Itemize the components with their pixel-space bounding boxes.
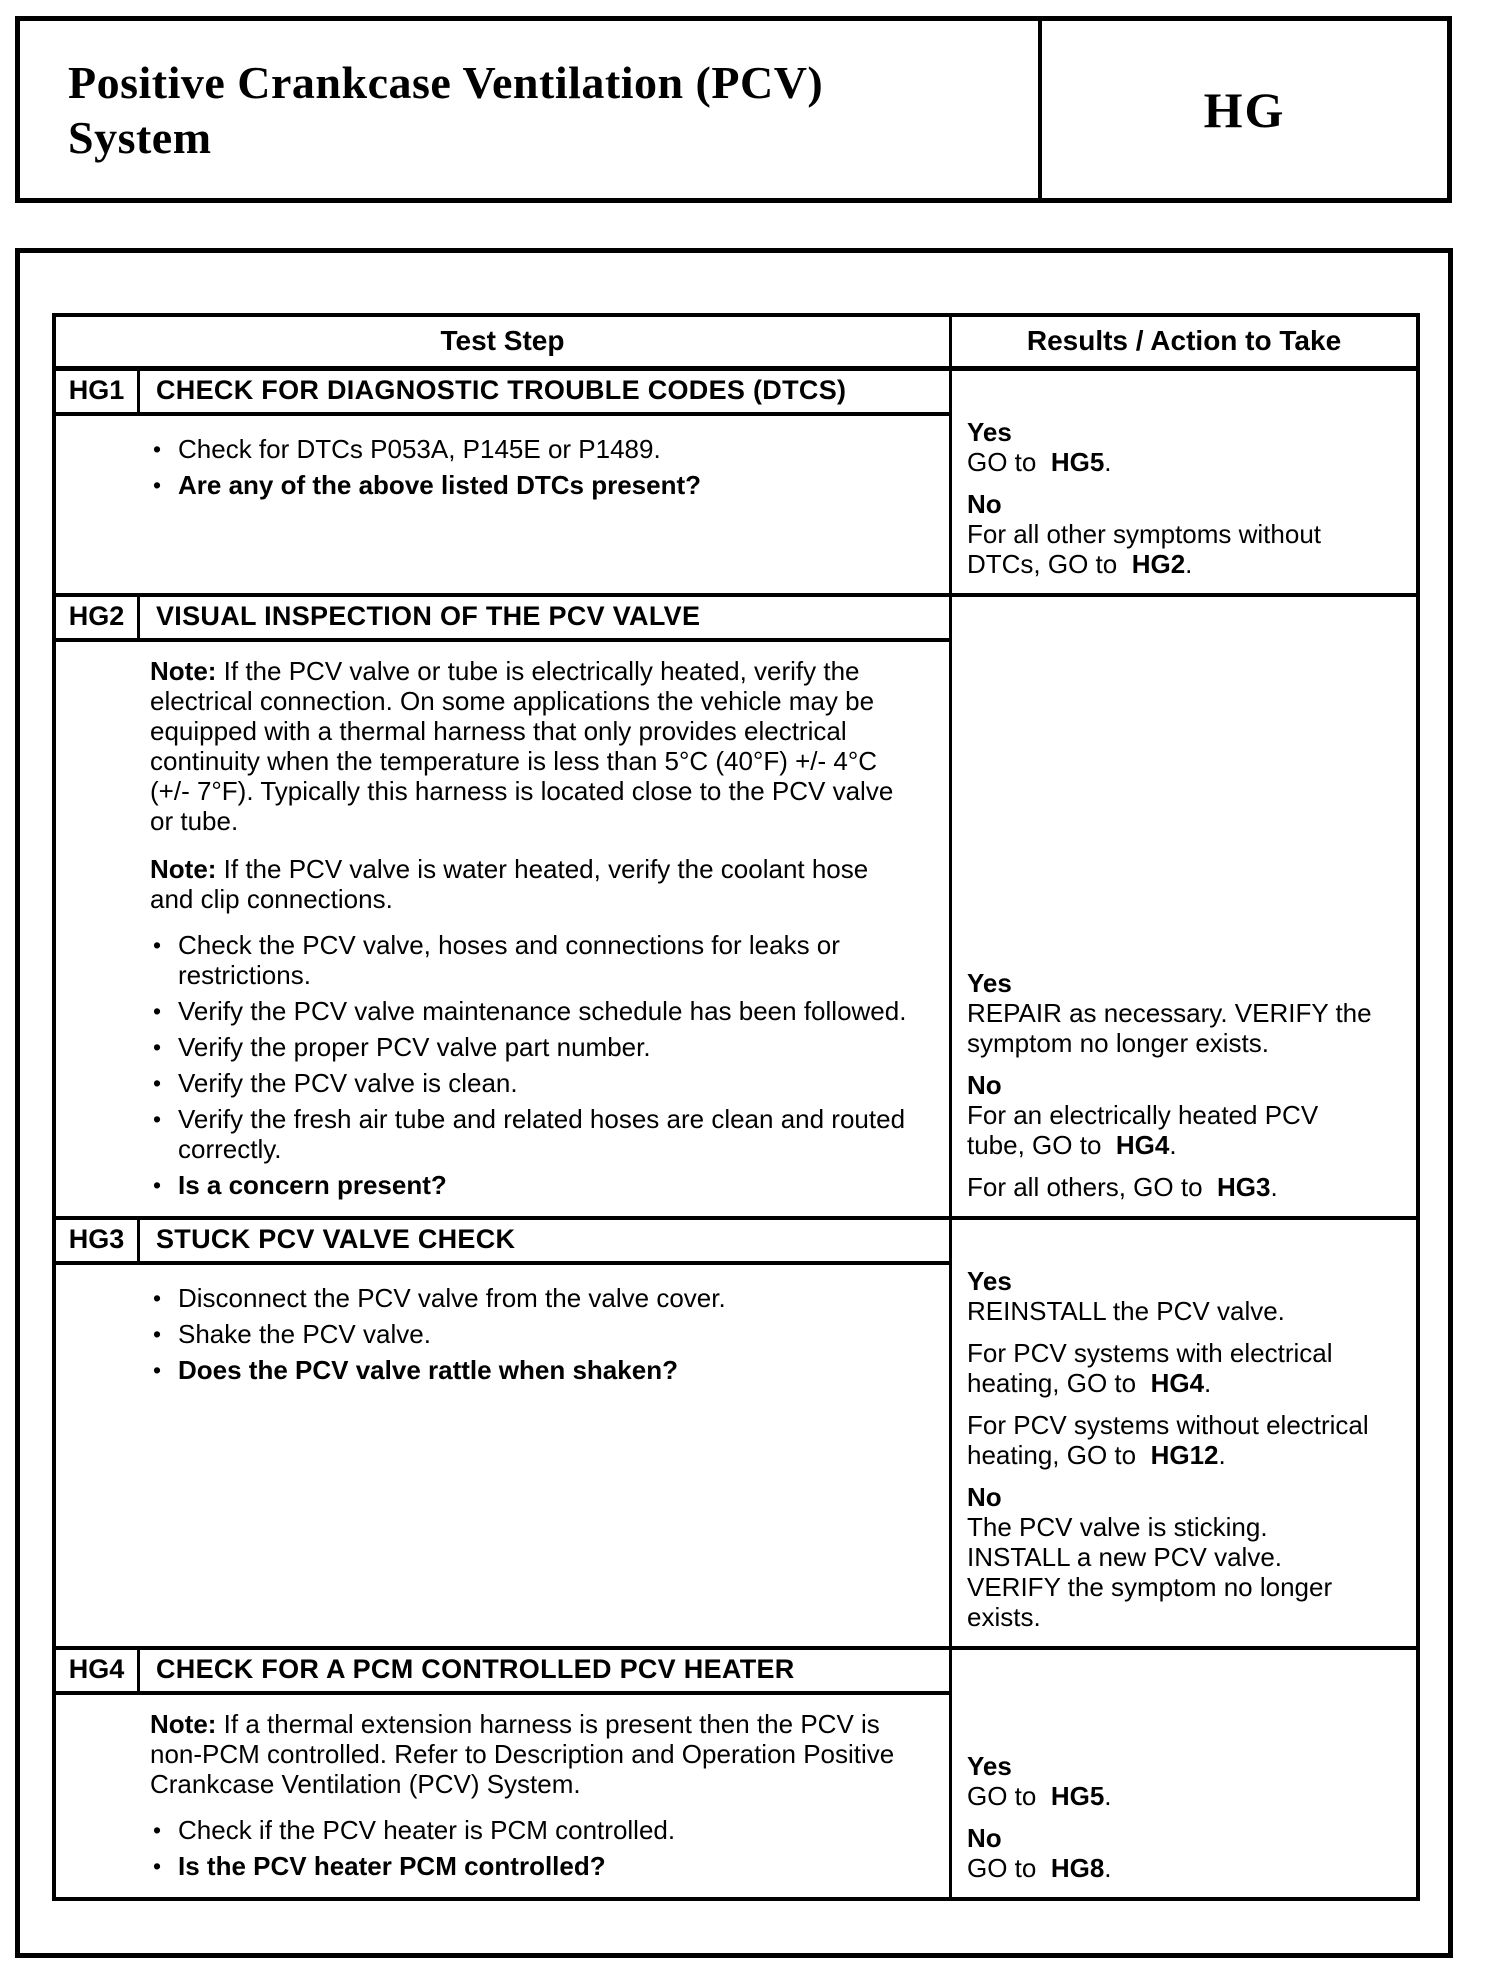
bullet-icon: • bbox=[153, 1321, 162, 1347]
result-line: INSTALL a new PCV valve. bbox=[967, 1542, 1283, 1572]
result-line: GO to HG8. bbox=[967, 1853, 1112, 1883]
test-row-HG1 bbox=[56, 371, 1416, 597]
page-title-cell bbox=[20, 21, 1042, 198]
result-line: For all others, GO to HG3. bbox=[967, 1172, 1278, 1202]
test-step-cell bbox=[56, 1220, 952, 1646]
row-id-label: HG3 bbox=[56, 1220, 140, 1261]
bullet-text: Is the PCV heater PCM controlled? bbox=[178, 1851, 606, 1881]
note-paragraph: Note: If the PCV valve or tube is electrically heated, verify the electrical connection. On some applications the vehicle may be equipped with a thermal harness that only provides electrical continuity when the temperature is less than 5°C (40°F) +/- 4°C (+/- 7°F). Typically this harness is located close to the PCV valve or tube. bbox=[150, 656, 894, 836]
bullet-item bbox=[153, 1068, 913, 1098]
result-line: Yes bbox=[967, 1266, 1012, 1296]
pinpoint-test-table bbox=[52, 313, 1420, 1901]
result-paragraph bbox=[967, 1823, 1410, 1883]
result-line: For PCV systems with electrical bbox=[967, 1338, 1333, 1368]
result-line: For all other symptoms without bbox=[967, 519, 1322, 549]
row-title: STUCK PCV VALVE CHECK bbox=[156, 1224, 516, 1254]
result-paragraph bbox=[967, 489, 1410, 579]
bullet-text: Verify the PCV valve maintenance schedule has been followed. bbox=[178, 996, 907, 1026]
result-line: REPAIR as necessary. VERIFY the bbox=[967, 998, 1372, 1028]
column-header-results: Results / Action to Take bbox=[1026, 325, 1342, 356]
result-line: Yes bbox=[967, 417, 1012, 447]
bullet-item bbox=[153, 1283, 913, 1313]
bullet-icon: • bbox=[153, 472, 162, 498]
test-step-cell bbox=[56, 371, 952, 593]
result-paragraph bbox=[967, 1410, 1410, 1470]
bullet-item bbox=[153, 470, 913, 500]
result-line: No bbox=[967, 1070, 1002, 1100]
bullet-icon: • bbox=[153, 436, 162, 462]
row-title: CHECK FOR A PCM CONTROLLED PCV HEATER bbox=[156, 1654, 795, 1684]
row-title: CHECK FOR DIAGNOSTIC TROUBLE CODES (DTCS) bbox=[156, 375, 847, 405]
result-paragraph bbox=[967, 1338, 1410, 1398]
result-line: REINSTALL the PCV valve. bbox=[967, 1296, 1285, 1326]
bullet-item bbox=[153, 1319, 913, 1349]
bullet-icon: • bbox=[153, 932, 162, 958]
result-line: symptom no longer exists. bbox=[967, 1028, 1270, 1058]
row-title-band bbox=[56, 1650, 949, 1695]
table-header-row bbox=[56, 317, 1416, 371]
bullet-text: Verify the fresh air tube and related hoses are clean and routed correctly. bbox=[178, 1104, 906, 1164]
row-title-band bbox=[56, 597, 949, 642]
step-list bbox=[56, 416, 949, 593]
bullet-icon: • bbox=[153, 1172, 162, 1198]
bullet-icon: • bbox=[153, 1106, 162, 1132]
bullet-item bbox=[153, 1355, 913, 1385]
result-line: heating, GO to HG12. bbox=[967, 1440, 1226, 1470]
result-paragraph bbox=[967, 417, 1410, 477]
bullet-text: Check if the PCV heater is PCM controlled. bbox=[178, 1815, 676, 1845]
results-cell bbox=[952, 597, 1416, 1216]
result-line: For an electrically heated PCV bbox=[967, 1100, 1319, 1130]
results-cell bbox=[952, 371, 1416, 593]
row-title-band bbox=[56, 371, 949, 416]
bullet-icon: • bbox=[153, 1070, 162, 1096]
bullet-icon: • bbox=[153, 1853, 162, 1879]
result-line: VERIFY the symptom no longer bbox=[967, 1572, 1333, 1602]
bullet-item bbox=[153, 996, 913, 1026]
note-paragraph: Note: If a thermal extension harness is present then the PCV is non-PCM controlled. Refer to Description and Operation Positive Crankcase Ventilation (PCV) System. bbox=[150, 1709, 895, 1799]
bullet-text: Check for DTCs P053A, P145E or P1489. bbox=[178, 434, 661, 464]
bullet-text: Verify the proper PCV valve part number. bbox=[178, 1032, 651, 1062]
bullet-text: Does the PCV valve rattle when shaken? bbox=[178, 1355, 678, 1385]
step-list bbox=[56, 1265, 949, 1646]
result-line: exists. bbox=[967, 1602, 1041, 1632]
result-line: No bbox=[967, 489, 1002, 519]
test-row-HG2 bbox=[56, 597, 1416, 1220]
column-header-test-step: Test Step bbox=[56, 317, 952, 366]
test-row-HG3 bbox=[56, 1220, 1416, 1650]
step-list bbox=[56, 642, 949, 1216]
row-id-label: HG4 bbox=[56, 1650, 140, 1691]
bullet-icon: • bbox=[153, 1285, 162, 1311]
page-title-line2: System bbox=[68, 111, 212, 163]
test-step-cell bbox=[56, 1650, 952, 1897]
result-line: heating, GO to HG4. bbox=[967, 1368, 1212, 1398]
result-line: The PCV valve is sticking. bbox=[967, 1512, 1268, 1542]
bullet-text: Shake the PCV valve. bbox=[178, 1319, 431, 1349]
result-paragraph bbox=[967, 1172, 1410, 1202]
bullet-text: Is a concern present? bbox=[178, 1170, 447, 1200]
result-line: No bbox=[967, 1482, 1002, 1512]
row-title-band bbox=[56, 1220, 949, 1265]
row-id-label: HG1 bbox=[56, 371, 140, 412]
page-title-line1: Positive Crankcase Ventilation (PCV) bbox=[68, 56, 824, 108]
bullet-item bbox=[153, 1170, 913, 1200]
result-paragraph bbox=[967, 968, 1410, 1058]
result-line: For PCV systems without electrical bbox=[967, 1410, 1369, 1440]
row-id-label: HG2 bbox=[56, 597, 140, 638]
page-title bbox=[68, 55, 823, 165]
bullet-text: Check the PCV valve, hoses and connections for leaks or restrictions. bbox=[178, 930, 840, 990]
result-line: GO to HG5. bbox=[967, 447, 1112, 477]
bullet-item bbox=[153, 1032, 913, 1062]
bullet-item bbox=[153, 434, 913, 464]
bullet-icon: • bbox=[153, 998, 162, 1024]
bullet-icon: • bbox=[153, 1817, 162, 1843]
result-line: tube, GO to HG4. bbox=[967, 1130, 1177, 1160]
content-box bbox=[15, 248, 1453, 1958]
bullet-item bbox=[153, 930, 913, 990]
page-header bbox=[15, 16, 1452, 203]
test-step-cell bbox=[56, 597, 952, 1216]
test-row-HG4 bbox=[56, 1650, 1416, 1897]
step-list bbox=[56, 1695, 949, 1897]
bullet-item bbox=[153, 1104, 913, 1164]
result-paragraph bbox=[967, 1070, 1410, 1160]
result-paragraph bbox=[967, 1751, 1410, 1811]
bullet-icon: • bbox=[153, 1034, 162, 1060]
result-line: Yes bbox=[967, 1751, 1012, 1781]
results-cell bbox=[952, 1220, 1416, 1646]
bullet-item bbox=[153, 1851, 913, 1881]
bullet-text: Are any of the above listed DTCs present? bbox=[178, 470, 702, 500]
result-paragraph bbox=[967, 1266, 1410, 1326]
note-paragraph: Note: If the PCV valve is water heated, verify the coolant hose and clip connections. bbox=[150, 854, 869, 914]
bullet-text: Verify the PCV valve is clean. bbox=[178, 1068, 518, 1098]
bullet-item bbox=[153, 1815, 913, 1845]
bullet-icon: • bbox=[153, 1357, 162, 1383]
result-line: No bbox=[967, 1823, 1002, 1853]
result-line: Yes bbox=[967, 968, 1012, 998]
results-cell bbox=[952, 1650, 1416, 1897]
result-line: DTCs, GO to HG2. bbox=[967, 549, 1193, 579]
bullet-text: Disconnect the PCV valve from the valve cover. bbox=[178, 1283, 726, 1313]
section-code: HG bbox=[1203, 81, 1286, 138]
result-paragraph bbox=[967, 1482, 1410, 1632]
row-title: VISUAL INSPECTION OF THE PCV VALVE bbox=[156, 601, 701, 631]
result-line: GO to HG5. bbox=[967, 1781, 1112, 1811]
